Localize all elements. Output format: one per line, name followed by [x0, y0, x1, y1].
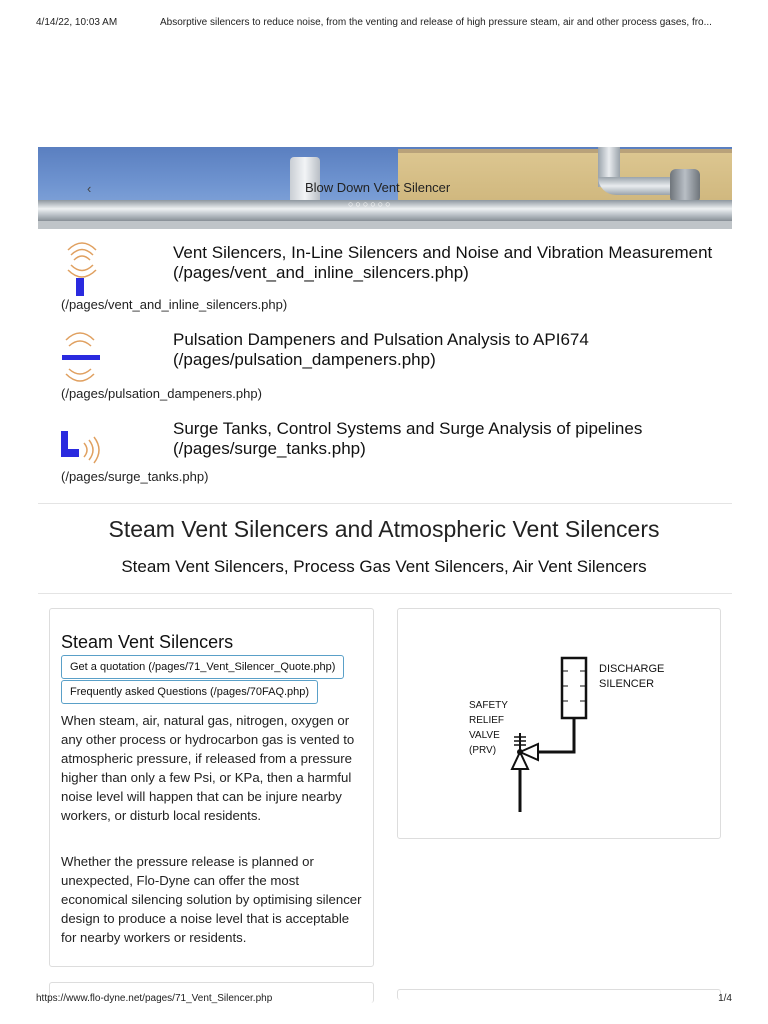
feature-link[interactable]: (/pages/pulsation_dampeners.php) — [61, 386, 262, 401]
get-quotation-button[interactable]: Get a quotation (/pages/71_Vent_Silencer_Quote.php) — [61, 655, 344, 679]
discharge-label-1: DISCHARGE — [599, 663, 665, 675]
prv-label-4: (PRV) — [469, 745, 497, 756]
card-title: Steam Vent Silencers — [61, 632, 234, 652]
section-subheading: Steam Vent Silencers, Process Gas Vent Silencers, Air Vent Silencers — [121, 557, 647, 576]
feature-link[interactable]: (/pages/surge_tanks.php) — [61, 469, 209, 484]
divider — [38, 593, 732, 594]
prv-silencer-diagram — [398, 609, 720, 838]
steam-vent-silencers-card — [49, 608, 374, 967]
faq-button[interactable]: Frequently asked Questions (/pages/70FAQ.php) — [61, 680, 318, 704]
prv-label-1: SAFETY — [469, 700, 508, 711]
feature-title[interactable]: Pulsation Dampeners and Pulsation Analysis to API674 (/pages/pulsation_dampeners.php) — [173, 330, 589, 369]
vent-silencer-icon[interactable] — [60, 238, 104, 298]
divider — [38, 503, 732, 504]
feature-title[interactable]: Vent Silencers, In-Line Silencers and Noise and Vibration Measurement (/pages/vent_and_inline_silencers.php) — [173, 243, 713, 282]
card-paragraph: When steam, air, natural gas, nitrogen, oxygen or any other process or hydrocarbon gas is vented to atmospheric pressure, if released from a pressure higher than only a few Psi, or KPa, then a harmful noise level will happen that can be injure nearby workers, or disturb local residents. — [61, 713, 355, 823]
pulsation-dampener-icon[interactable] — [60, 328, 104, 388]
feature-title[interactable]: Surge Tanks, Control Systems and Surge Analysis of pipelines (/pages/surge_tanks.php) — [173, 419, 643, 458]
feature-link[interactable]: (/pages/vent_and_inline_silencers.php) — [61, 297, 288, 312]
carousel-caption: Blow Down Vent Silencer — [305, 180, 451, 195]
prv-label-3: VALVE — [469, 730, 500, 741]
discharge-label-2: SILENCER — [599, 678, 655, 690]
print-page-title: Absorptive silencers to reduce noise, from the venting and release of high pressure steam, air and other process gases, fro... — [160, 17, 712, 28]
hero-carousel[interactable] — [38, 147, 732, 229]
carousel-indicators[interactable]: ○○○○○○ — [348, 199, 393, 209]
prv-label-2: RELIEF — [469, 715, 505, 726]
print-datetime: 4/14/22, 10:03 AM — [36, 17, 118, 28]
section-heading: Steam Vent Silencers and Atmospheric Vent Silencers — [108, 516, 660, 542]
card-paragraph: Whether the pressure release is planned or unexpected, Flo-Dyne can offer the most economical silencing solution by optimising silencer design to produce a noise level that is acceptable for nearby workers or residents. — [61, 854, 362, 945]
prv-diagram-card — [397, 608, 721, 839]
carousel-prev-icon[interactable]: ‹ — [87, 181, 92, 196]
print-url: https://www.flo-dyne.net/pages/71_Vent_Silencer.php — [36, 993, 273, 1004]
next-card — [397, 989, 721, 1000]
print-page-number: 1/4 — [718, 993, 732, 1004]
